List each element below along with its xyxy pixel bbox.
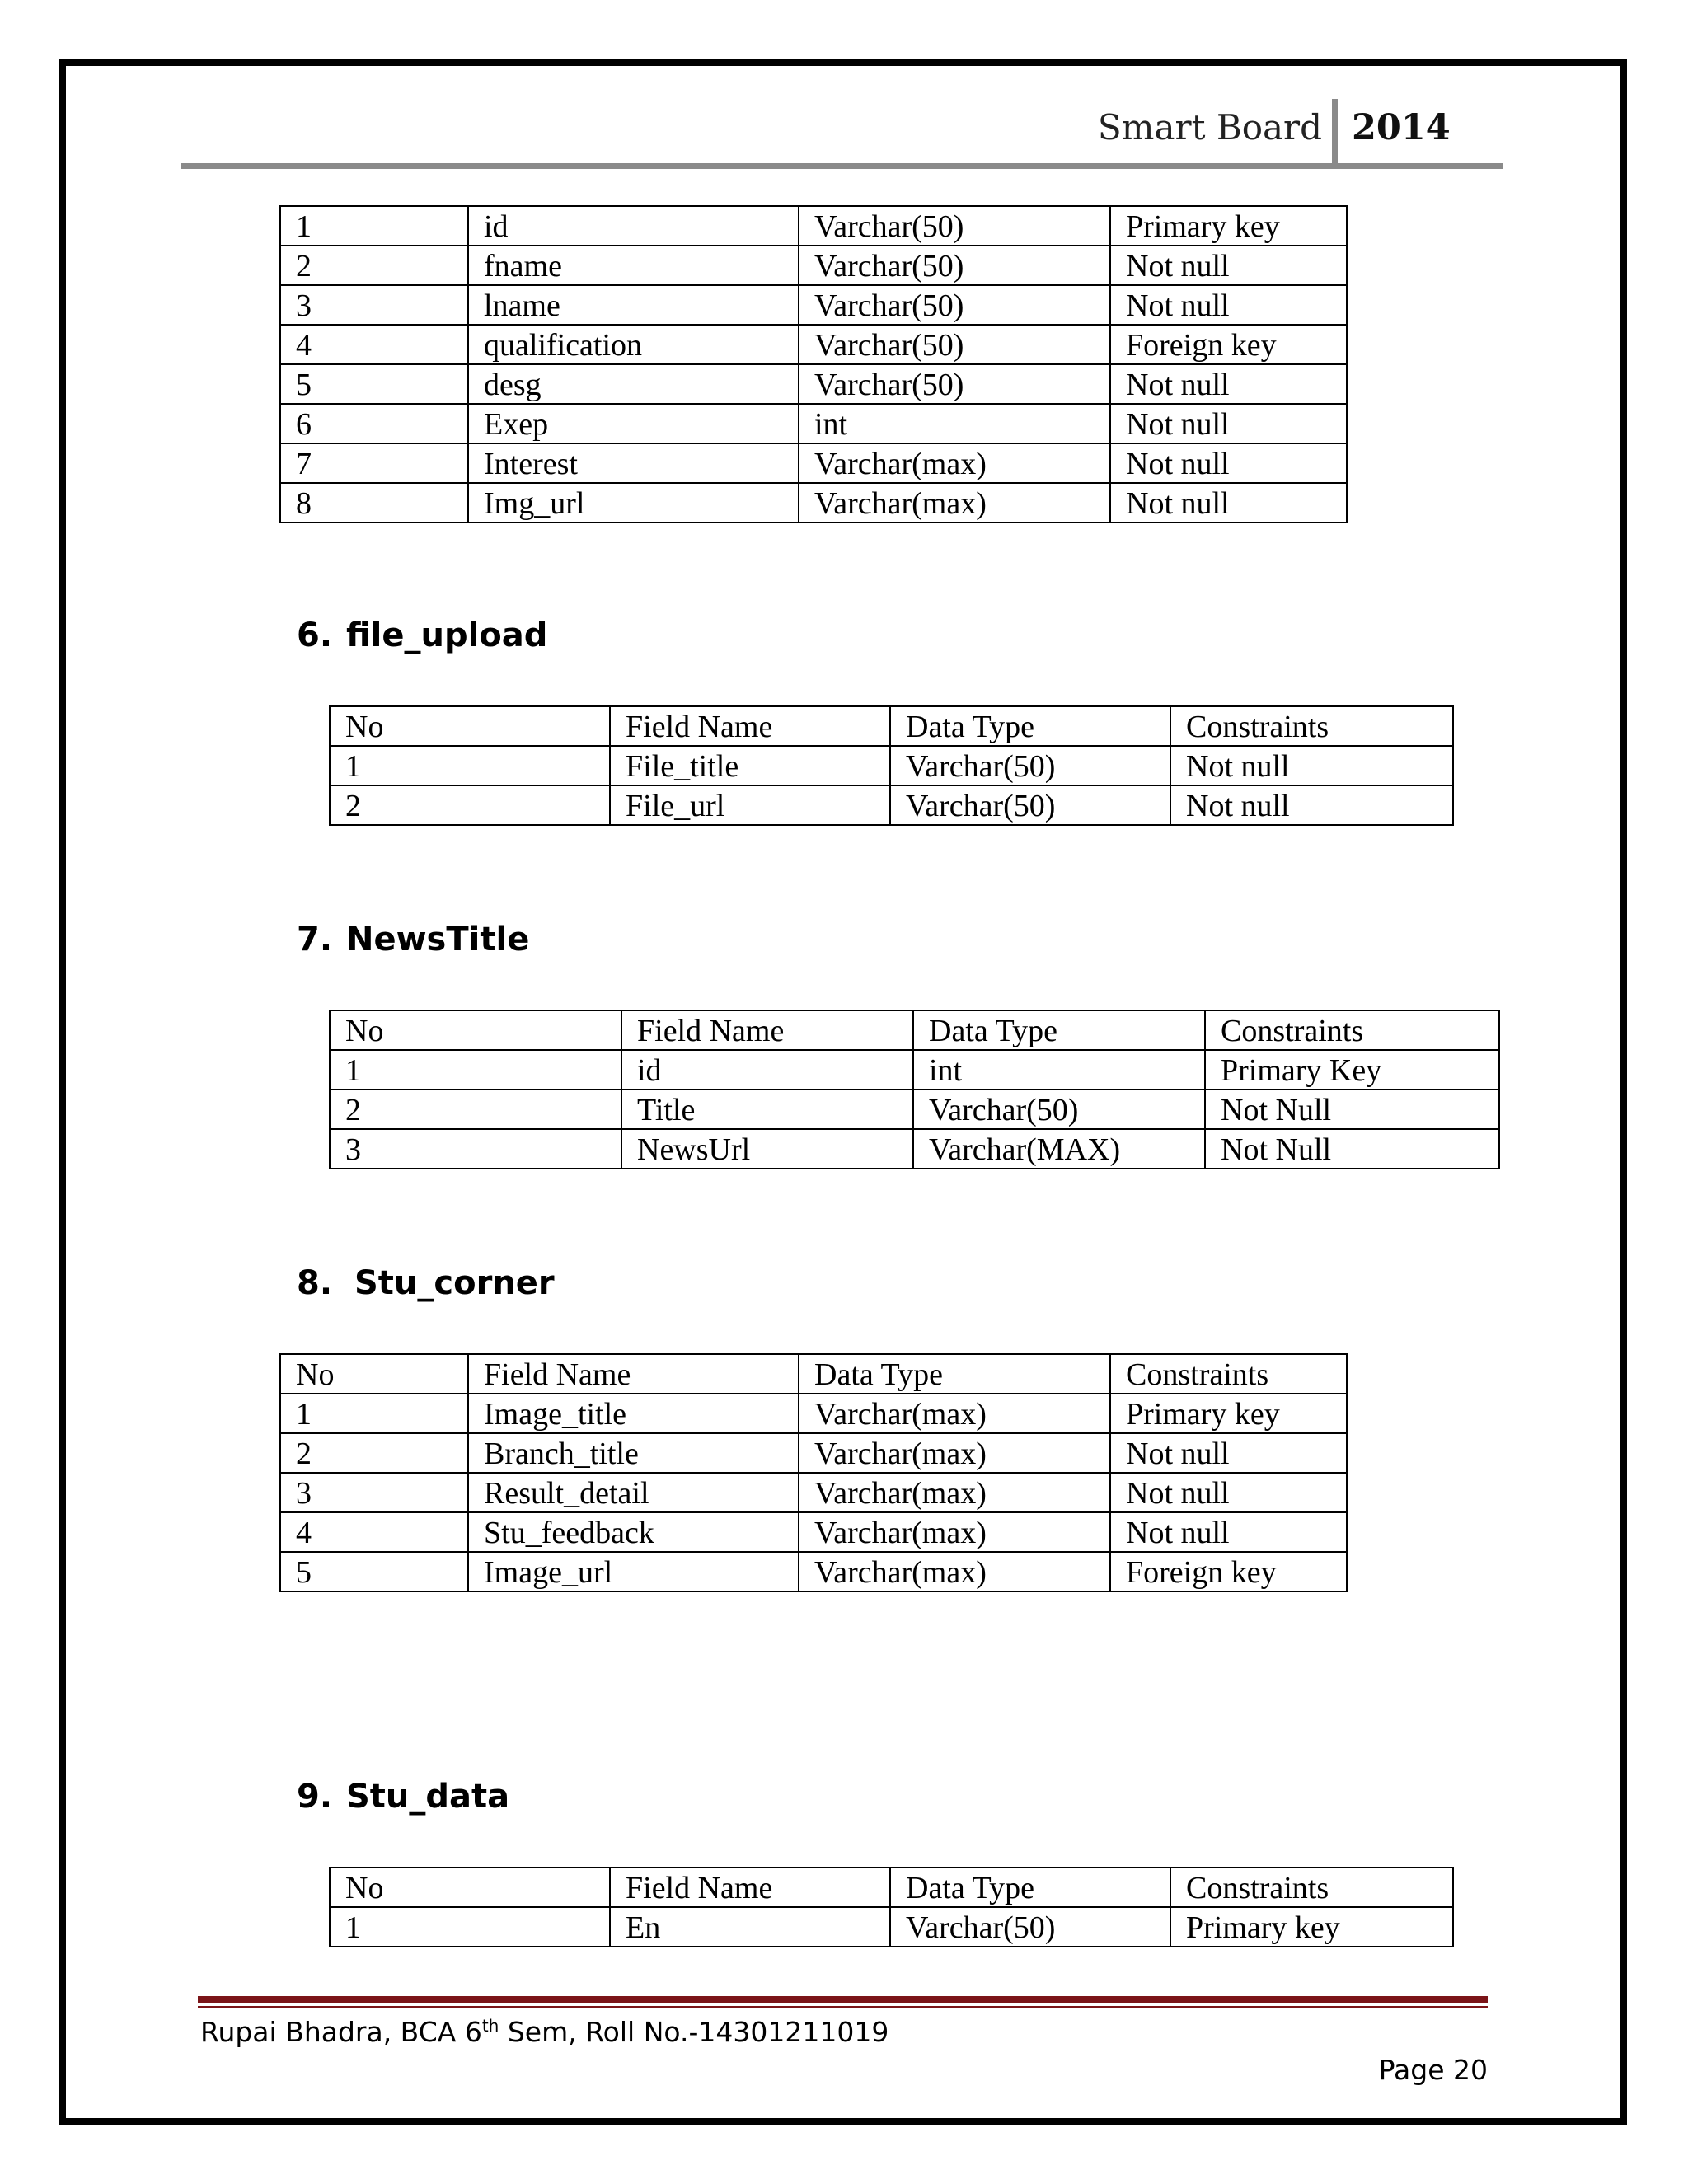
header-cell: Field Name: [610, 1868, 890, 1907]
header-cell: Field Name: [621, 1010, 913, 1050]
header-title: Smart Board: [1097, 107, 1322, 148]
table-cell: Not null: [1170, 746, 1453, 785]
table-cell: Exep: [468, 404, 799, 443]
table-row: [330, 1050, 1499, 1090]
table-row: [280, 285, 1347, 325]
table-row: [280, 1433, 1347, 1473]
table-cell: 7: [280, 443, 468, 483]
table-row: [280, 483, 1347, 523]
section-heading-newstitle: 7. NewsTitle: [297, 921, 530, 958]
footer-rule: [198, 1996, 1488, 2003]
table-cell: 3: [280, 1473, 468, 1512]
table-cell: Not null: [1110, 443, 1347, 483]
table-cell: Stu_feedback: [468, 1512, 799, 1552]
table-cell: File_url: [610, 785, 890, 825]
header-cell: Constraints: [1205, 1010, 1499, 1050]
header-cell: No: [330, 706, 610, 746]
section-heading-file-upload: 6. file_upload: [297, 616, 548, 654]
table-cell: Not null: [1110, 1512, 1347, 1552]
table-cell: Varchar(50): [890, 746, 1170, 785]
table-cell: Varchar(50): [799, 325, 1110, 364]
table-cell: En: [610, 1907, 890, 1947]
table-cell: 2: [330, 785, 610, 825]
table-row: [330, 1090, 1499, 1129]
table-row: [280, 1552, 1347, 1591]
table-cell: Varchar(50): [913, 1090, 1205, 1129]
table-cell: qualification: [468, 325, 799, 364]
header-cell: No: [280, 1354, 468, 1394]
table-row: [280, 1394, 1347, 1433]
table-cell: 2: [280, 1433, 468, 1473]
header-cell: Data Type: [799, 1354, 1110, 1394]
table-row: [330, 746, 1453, 785]
table-cell: Not null: [1110, 1473, 1347, 1512]
header-cell: Data Type: [913, 1010, 1205, 1050]
header-cell: Constraints: [1110, 1354, 1347, 1394]
table-cell: Varchar(max): [799, 1473, 1110, 1512]
table-row: [280, 404, 1347, 443]
table-stu-data: [329, 1867, 1454, 1947]
table-cell: Branch_title: [468, 1433, 799, 1473]
table-cell: Varchar(max): [799, 1552, 1110, 1591]
table-row: [280, 1512, 1347, 1552]
table-cell: lname: [468, 285, 799, 325]
table-stu-corner: [279, 1353, 1348, 1592]
table-top: [279, 205, 1348, 523]
table-cell: Varchar(50): [799, 364, 1110, 404]
table-cell: 3: [280, 285, 468, 325]
table-cell: id: [468, 206, 799, 246]
table-row: [280, 443, 1347, 483]
table-cell: Not Null: [1205, 1129, 1499, 1169]
table-cell: Varchar(MAX): [913, 1129, 1205, 1169]
header-cell: No: [330, 1868, 610, 1907]
table-cell: Primary key: [1110, 1394, 1347, 1433]
header-cell: Constraints: [1170, 706, 1453, 746]
table-header-row: [280, 1354, 1347, 1394]
table-cell: 3: [330, 1129, 621, 1169]
table-cell: Img_url: [468, 483, 799, 523]
table-cell: Not null: [1110, 483, 1347, 523]
table-cell: fname: [468, 246, 799, 285]
table-cell: Interest: [468, 443, 799, 483]
table-cell: NewsUrl: [621, 1129, 913, 1169]
header-year: 2014: [1352, 107, 1451, 148]
header-cell: Field Name: [610, 706, 890, 746]
section-heading-stu-corner: 8. Stu_corner: [297, 1264, 555, 1302]
table-cell: 1: [280, 1394, 468, 1433]
table-cell: Not null: [1170, 785, 1453, 825]
table-row: [280, 1473, 1347, 1512]
table-cell: Image_url: [468, 1552, 799, 1591]
table-cell: Foreign key: [1110, 1552, 1347, 1591]
table-cell: 4: [280, 325, 468, 364]
table-cell: Not null: [1110, 364, 1347, 404]
table-row: [330, 785, 1453, 825]
header-cell: Data Type: [890, 1868, 1170, 1907]
table-row: [330, 1129, 1499, 1169]
table-cell: 1: [280, 206, 468, 246]
table-cell: Not null: [1110, 246, 1347, 285]
table-cell: Varchar(50): [799, 246, 1110, 285]
table-header-row: [330, 706, 1453, 746]
page-number: Page 20: [1378, 2054, 1488, 2086]
table-cell: Varchar(max): [799, 1512, 1110, 1552]
table-cell: Not Null: [1205, 1090, 1499, 1129]
table-newstitle: [329, 1010, 1500, 1169]
table-cell: Primary key: [1110, 206, 1347, 246]
table-cell: 5: [280, 1552, 468, 1591]
table-cell: Varchar(max): [799, 483, 1110, 523]
table-cell: Varchar(max): [799, 1433, 1110, 1473]
table-cell: File_title: [610, 746, 890, 785]
table-cell: 2: [280, 246, 468, 285]
table-cell: 1: [330, 1050, 621, 1090]
table-cell: desg: [468, 364, 799, 404]
table-cell: Not null: [1110, 404, 1347, 443]
table-row: [280, 206, 1347, 246]
table-cell: Varchar(50): [799, 206, 1110, 246]
table-cell: int: [913, 1050, 1205, 1090]
footer-rule-thin: [198, 2006, 1488, 2008]
table-row: [280, 325, 1347, 364]
header-cell: Field Name: [468, 1354, 799, 1394]
table-cell: 8: [280, 483, 468, 523]
table-row: [280, 246, 1347, 285]
table-cell: Varchar(50): [799, 285, 1110, 325]
section-heading-stu-data: 9. Stu_data: [297, 1778, 510, 1816]
header-cell: Constraints: [1170, 1868, 1453, 1907]
table-cell: 6: [280, 404, 468, 443]
table-cell: Primary Key: [1205, 1050, 1499, 1090]
table-row: [280, 364, 1347, 404]
table-cell: Image_title: [468, 1394, 799, 1433]
table-cell: Varchar(50): [890, 785, 1170, 825]
table-cell: int: [799, 404, 1110, 443]
header-divider: [1332, 99, 1338, 166]
table-cell: Varchar(max): [799, 1394, 1110, 1433]
table-cell: Foreign key: [1110, 325, 1347, 364]
footer-author: Rupai Bhadra, BCA 6th Sem, Roll No.-14301211019: [200, 2016, 889, 2048]
table-header-row: [330, 1010, 1499, 1050]
table-header-row: [330, 1868, 1453, 1907]
table-cell: Varchar(50): [890, 1907, 1170, 1947]
table-cell: Primary key: [1170, 1907, 1453, 1947]
table-cell: 5: [280, 364, 468, 404]
table-row: [330, 1907, 1453, 1947]
table-file-upload: [329, 705, 1454, 826]
table-cell: Title: [621, 1090, 913, 1129]
table-cell: 1: [330, 1907, 610, 1947]
header-cell: Data Type: [890, 706, 1170, 746]
table-cell: Not null: [1110, 1433, 1347, 1473]
table-cell: 2: [330, 1090, 621, 1129]
table-cell: id: [621, 1050, 913, 1090]
table-cell: Varchar(max): [799, 443, 1110, 483]
table-cell: Result_detail: [468, 1473, 799, 1512]
table-cell: 4: [280, 1512, 468, 1552]
table-cell: Not null: [1110, 285, 1347, 325]
table-cell: 1: [330, 746, 610, 785]
header-cell: No: [330, 1010, 621, 1050]
header-rule: [181, 163, 1503, 169]
